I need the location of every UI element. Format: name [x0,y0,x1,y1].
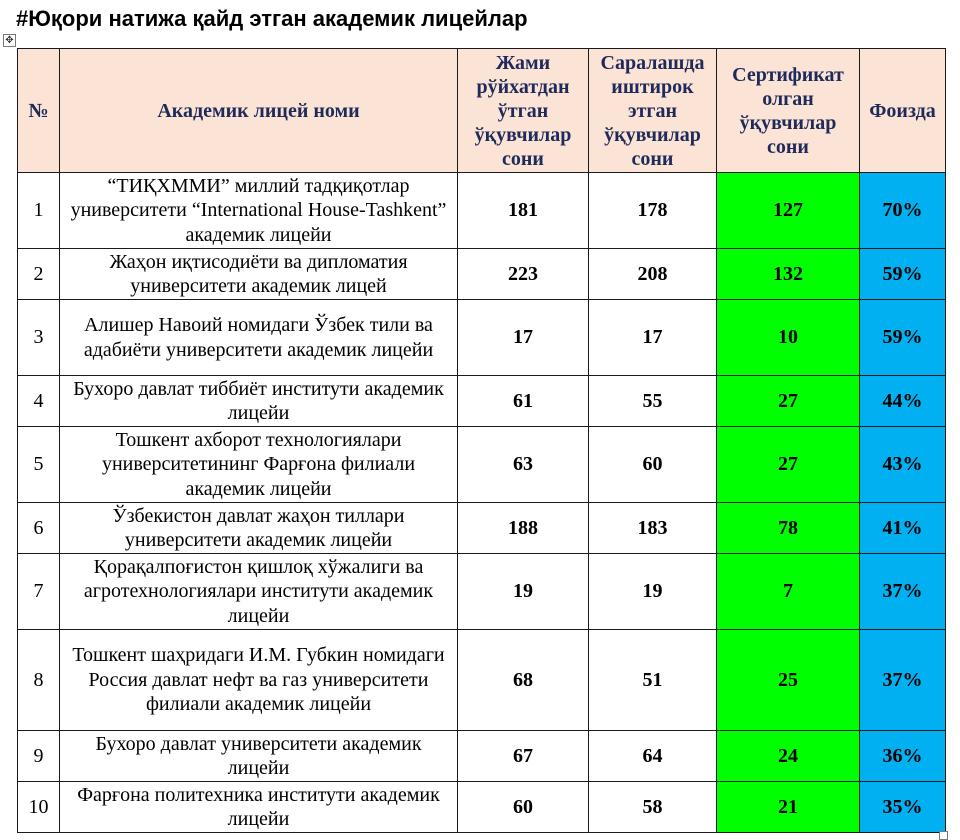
cell-participated: 60 [589,427,717,503]
cell-name: Тошкент ахборот технологиялари университетининг Фарғона филиали академик лицейи [60,427,458,503]
cell-percent: 70% [860,173,946,249]
header-name: Академик лицей номи [60,49,458,173]
cell-certified: 27 [717,427,860,503]
cell-certified: 132 [717,249,860,300]
move-icon[interactable]: ✥ [3,34,16,47]
table-row [18,300,946,376]
cell-participated: 58 [589,782,717,833]
cell-passed: 188 [458,503,589,554]
cell-name: Фарғона политехника институти академик лицейи [60,782,458,833]
cell-percent: 44% [860,376,946,427]
cell-participated: 19 [589,554,717,630]
cell-name: Алишер Навоий номидаги Ўзбек тили ва адабиёти университети академик лицейи [60,300,458,376]
table-row [18,782,946,833]
cell-percent: 59% [860,249,946,300]
cell-percent: 41% [860,503,946,554]
cell-name: Бухоро давлат университети академик лицейи [60,731,458,782]
cell-passed: 68 [458,630,589,731]
cell-num: 6 [18,503,60,554]
cell-name: Тошкент шаҳридаги И.М. Губкин номидаги Россия давлат нефт ва газ университети филиали академик лицейи [60,630,458,731]
cell-name: Қорақалпоғистон қишлоқ хўжалиги ва агротехнологиялари институти академик лицейи [60,554,458,630]
cell-percent: 37% [860,630,946,731]
header-num: № [18,49,60,173]
cell-certified: 25 [717,630,860,731]
cell-certified: 127 [717,173,860,249]
cell-passed: 67 [458,731,589,782]
cell-name: Ўзбекистон давлат жаҳон тиллари университети академик лицейи [60,503,458,554]
cell-participated: 55 [589,376,717,427]
cell-num: 7 [18,554,60,630]
cell-passed: 63 [458,427,589,503]
cell-num: 10 [18,782,60,833]
cell-participated: 51 [589,630,717,731]
cell-certified: 21 [717,782,860,833]
cell-name: Бухоро давлат тиббиёт институти академик лицейи [60,376,458,427]
header-certified: Сертификат олган ўқувчилар сони [717,49,860,173]
cell-num: 9 [18,731,60,782]
cell-participated: 17 [589,300,717,376]
cell-passed: 60 [458,782,589,833]
header-row [18,49,946,173]
cell-participated: 183 [589,503,717,554]
cell-certified: 78 [717,503,860,554]
cell-participated: 208 [589,249,717,300]
cell-passed: 19 [458,554,589,630]
resize-icon[interactable] [939,831,948,840]
cell-name: Жаҳон иқтисодиёти ва дипломатия университети академик лицей [60,249,458,300]
header-percent: Фоизда [860,49,946,173]
cell-percent: 43% [860,427,946,503]
cell-percent: 35% [860,782,946,833]
table-row [18,554,946,630]
page-title: #Юқори натижа қайд этган академик лицейлар [16,6,528,31]
results-table [17,48,946,833]
cell-participated: 64 [589,731,717,782]
table-row [18,173,946,249]
cell-percent: 36% [860,731,946,782]
cell-passed: 181 [458,173,589,249]
cell-passed: 61 [458,376,589,427]
cell-participated: 178 [589,173,717,249]
cell-percent: 59% [860,300,946,376]
cell-num: 3 [18,300,60,376]
cell-num: 8 [18,630,60,731]
cell-certified: 24 [717,731,860,782]
table-row [18,503,946,554]
table-row [18,731,946,782]
cell-certified: 7 [717,554,860,630]
cell-num: 5 [18,427,60,503]
table-row [18,427,946,503]
cell-num: 2 [18,249,60,300]
cell-certified: 10 [717,300,860,376]
cell-certified: 27 [717,376,860,427]
cell-passed: 17 [458,300,589,376]
cell-percent: 37% [860,554,946,630]
cell-num: 4 [18,376,60,427]
header-passed: Жами рўйхатдан ўтган ўқувчилар сони [458,49,589,173]
table-row [18,376,946,427]
header-participated: Саралашда иштирок этган ўқувчилар сони [589,49,717,173]
cell-name: “ТИҚХММИ” миллий тадқиқотлар университети “International House-Tashkent” академик лицейи [60,173,458,249]
cell-num: 1 [18,173,60,249]
table-row [18,630,946,731]
table-row [18,249,946,300]
cell-passed: 223 [458,249,589,300]
